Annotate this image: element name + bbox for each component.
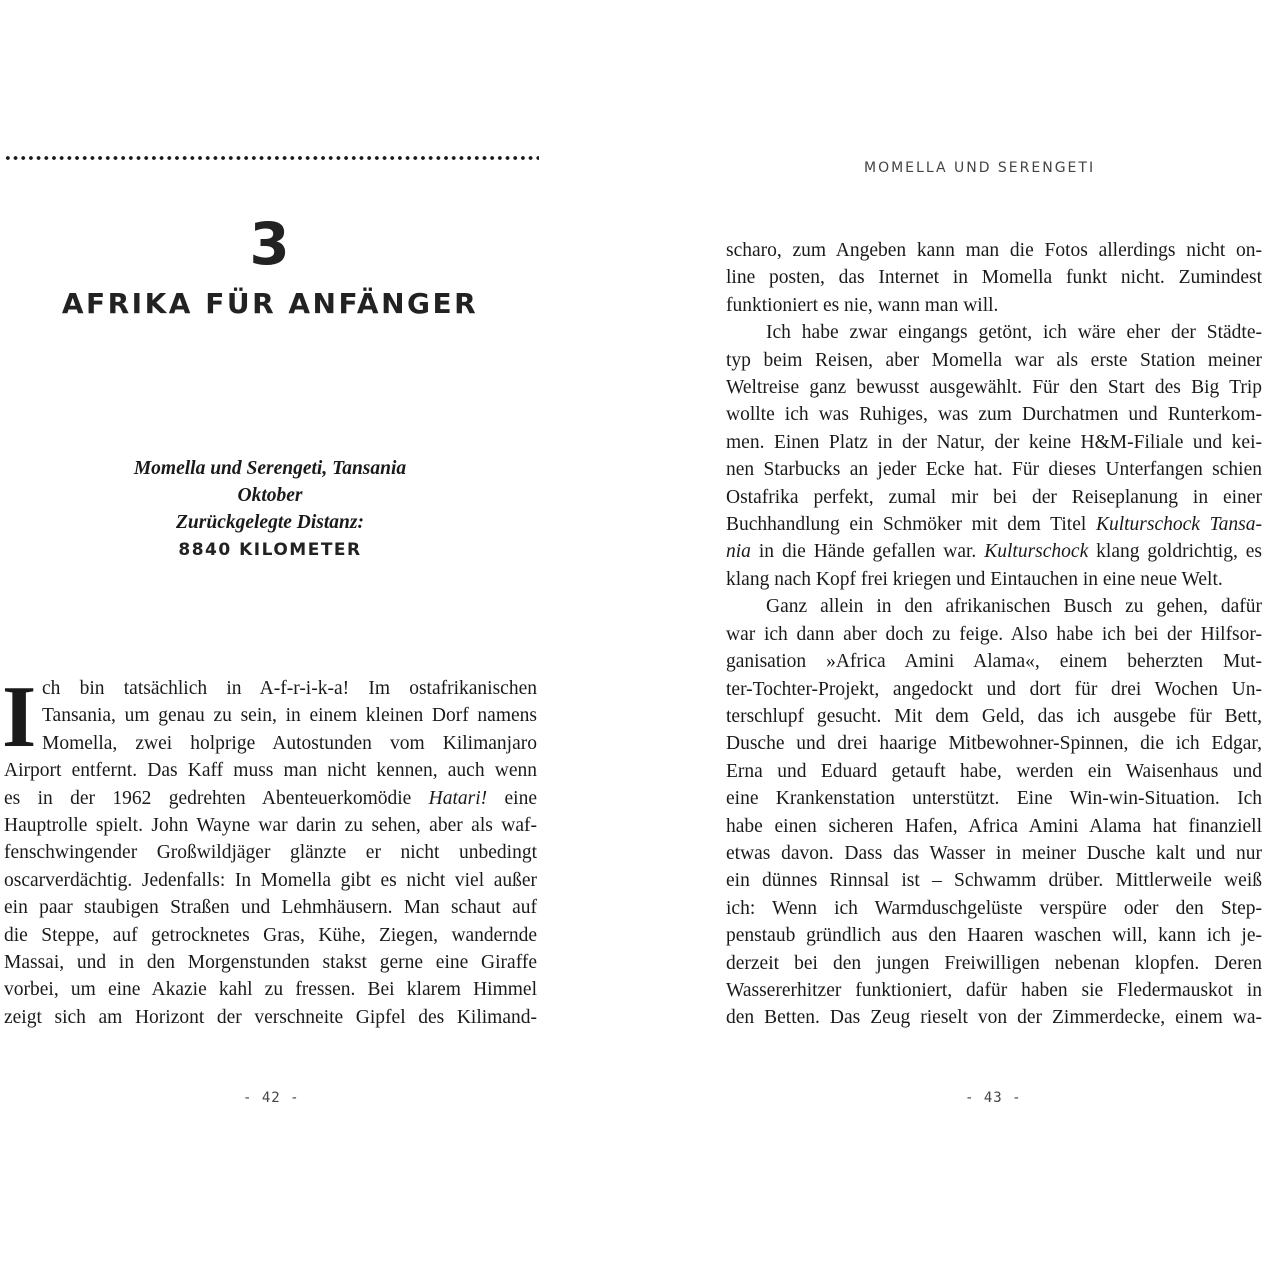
text-line: Ganz allein in den afrikanischen Busch zu gehen, dafür <box>766 596 1262 618</box>
text-line: habe einen sicheren Hafen, Africa Amini Alama hat finanziell <box>726 815 1262 837</box>
text-line: terschlupf gesucht. Mit dem Geld, das ich ausgebe für Bett, <box>726 705 1262 727</box>
dotted-rule <box>4 155 539 161</box>
text-line: typ beim Reisen, aber Momella war als erste Station meiner <box>726 349 1262 371</box>
text-line: scharo, zum Angeben kann man die Fotos allerdings nicht on- <box>726 240 1262 261</box>
text-line: Airport entfernt. Das Kaff muss man nicht kennen, auch wenn <box>4 760 537 782</box>
text-line: ch bin tatsächlich in A-f-r-i-k-a! Im ostafrikanischen <box>42 678 537 699</box>
distance-value: 8840 KILOMETER <box>178 540 362 560</box>
right-page <box>720 0 1265 1265</box>
text-line: derzeit bei den jungen Freiwilligen nebenan klopfen. Deren <box>726 952 1262 974</box>
text-line: line posten, das Internet in Momella funkt nicht. Zumindest <box>726 267 1262 289</box>
chapter-title: AFRIKA FÜR ANFÄNGER <box>61 287 479 320</box>
book-title: Kulturschock Tansa- <box>1095 514 1263 536</box>
text-line: penstaub gründlich aus den Haaren waschen will, kann ich je- <box>726 925 1262 947</box>
text-line: funktioniert es nie, wann man will. <box>726 294 999 316</box>
chapter-number: 3 <box>249 210 291 278</box>
text-line: vorbei, um eine Akazie kahl zu fressen. Bei klarem Himmel <box>4 979 537 1001</box>
text-line: Buchhandlung ein Schmöker mit dem Titel Kulturschock Tansa- <box>726 514 1263 536</box>
text-line: Erna und Eduard getauft habe, werden ein Waisenhaus und <box>726 760 1262 782</box>
text-line: die Steppe, auf getrocknetes Gras, Kühe, Ziegen, wandernde <box>4 924 537 946</box>
text-line: ein paar staubigen Straßen und Lehmhäusern. Man schaut auf <box>4 897 537 919</box>
book-title: Kulturschock <box>984 541 1089 563</box>
text-line: Hauptrolle spielt. John Wayne war darin zu sehen, aber als waf- <box>4 815 537 837</box>
chapter-meta <box>0 455 540 564</box>
body-text <box>726 237 1262 1032</box>
text-line: fenschwingender Großwildjäger glänzte er nicht unbedingt <box>4 842 537 864</box>
running-head: MOMELLA UND SERENGETI <box>864 160 1096 176</box>
distance-label: Zurückgelegte Distanz: <box>176 512 364 533</box>
text-line: wollte ich was Ruhiges, was zum Durchatmen und Runterkom- <box>726 404 1262 426</box>
film-title: Hatari! <box>428 787 488 809</box>
text-line: ich: Wenn ich Warmduschgelüste verspüre oder den Step- <box>726 897 1262 919</box>
page-number: - 42 - <box>243 1090 300 1106</box>
text-line: ein dünnes Rinnsal ist – Schwamm drüber. Mittlerweile weiß <box>726 870 1262 892</box>
text-line: Ich habe zwar eingangs getönt, ich wäre eher der Städte- <box>766 322 1262 344</box>
text-line: nen Starbucks an jeder Ecke hat. Für dieses Unterfangen schien <box>726 459 1262 481</box>
text-line: klang nach Kopf frei kriegen und Eintauchen in eine neue Welt. <box>726 568 1223 590</box>
text-line: nia in die Hände gefallen war. Kulturschock klang goldrichtig, es <box>726 541 1263 563</box>
page-number: - 43 - <box>965 1090 1022 1106</box>
text-line: etwas davon. Dass das Wasser in meiner Dusche kalt und nur <box>726 842 1262 864</box>
chapter-month: Oktober <box>237 485 303 506</box>
text-line: zeigt sich am Horizont der verschneite Gipfel des Kilimand- <box>4 1006 537 1028</box>
text-line: den Betten. Das Zeug rieselt von der Zimmerdecke, einem wa- <box>726 1007 1262 1029</box>
text-line: Momella, zwei holprige Autostunden vom Kilimanjaro <box>42 732 537 754</box>
text-line: Dusche und drei haarige Mitbewohner-Spinnen, die ich Edgar, <box>726 733 1262 755</box>
text-line: Wassererhitzer funktioniert, dafür haben sie Fledermauskot in <box>726 979 1262 1001</box>
text-line: Ostafrika perfekt, zumal mir bei der Reiseplanung in einer <box>726 486 1262 508</box>
text-line: ganisation »Africa Amini Alama«, einem beherzten Mut- <box>726 651 1262 673</box>
text-line: Tansania, um genau zu sein, in einem kleinen Dorf namens <box>42 705 537 727</box>
text-line: eine Krankenstation unterstützt. Eine Win-win-Situation. Ich <box>726 788 1262 810</box>
drop-cap: I <box>2 669 37 766</box>
chapter-location: Momella und Serengeti, Tansania <box>133 458 407 479</box>
text-line: men. Einen Platz in der Natur, der keine H&M-Filiale und kei- <box>726 431 1262 453</box>
left-page <box>0 0 550 1265</box>
text-line: war ich dann aber doch zu feige. Also habe ich bei der Hilfsor- <box>726 623 1262 645</box>
text-line: Weltreise ganz bewusst ausgewählt. Für den Start des Big Trip <box>726 377 1262 399</box>
text-line: oscarverdächtig. Jedenfalls: In Momella gibt es nicht viel außer <box>4 869 537 891</box>
text-line: Massai, und in den Morgenstunden stakst gerne eine Giraffe <box>4 952 537 974</box>
book-title: nia <box>726 541 751 563</box>
text-line: ter-Tochter-Projekt, angedockt und dort für drei Wochen Un- <box>726 678 1262 700</box>
text-line: es in der 1962 gedrehten Abenteuerkomödie Hatari! eine <box>4 787 538 809</box>
body-text <box>2 669 538 1031</box>
